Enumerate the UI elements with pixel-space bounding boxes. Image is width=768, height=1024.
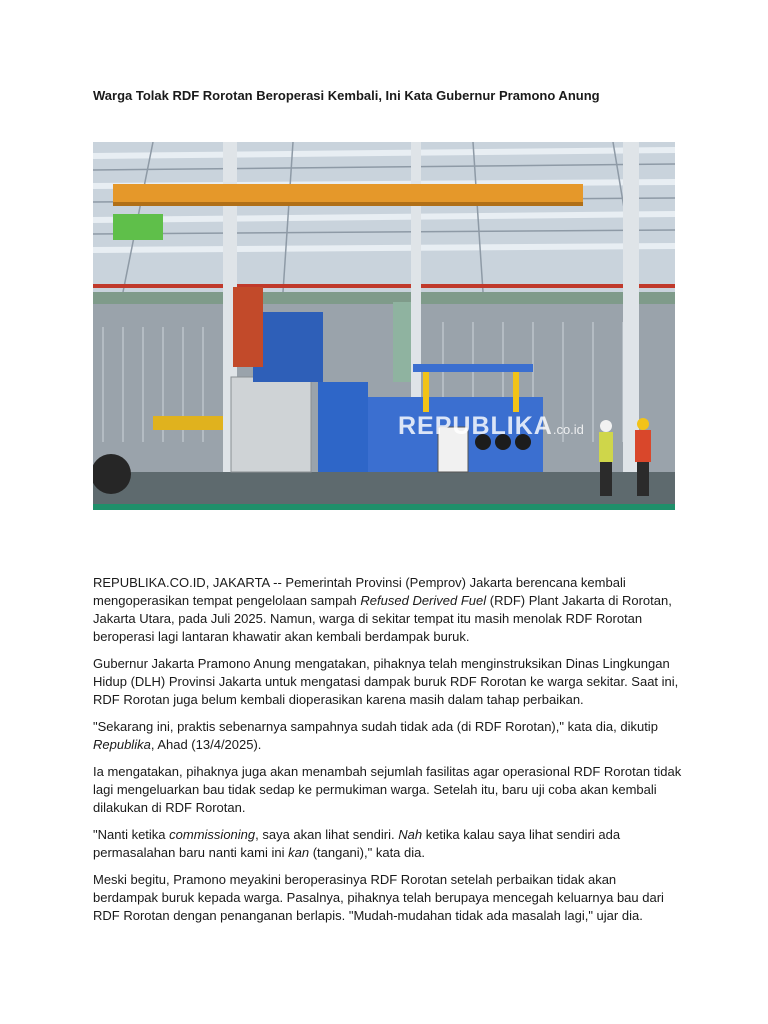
italic-text: kan xyxy=(288,845,310,860)
paragraph-text: Gubernur Jakarta Pramono Anung mengatakan, pihaknya telah menginstruksikan Dinas Lingkungan Hidup (DLH) Provinsi Jakarta untuk mengatasi dampak buruk RDF Rorotan ke warga sekitar. Saat ini, RDF Rorotan juga belum kembali dioperasikan karena masih dalam tahap perbaikan. xyxy=(93,656,679,707)
italic-text: Refused Derived Fuel xyxy=(360,593,487,608)
article-paragraph xyxy=(93,718,683,754)
article-paragraph xyxy=(93,655,683,709)
article-paragraph xyxy=(93,871,683,925)
factory-photo-illustration xyxy=(93,142,675,510)
article-paragraph xyxy=(93,574,683,646)
article-body xyxy=(93,574,683,934)
paragraph-text: REPUBLIKA.CO.ID, JAKARTA -- Pemerintah Provinsi (Pemprov) Jakarta berencana kembali mengoperasikan tempat pengelolaan sampah xyxy=(93,575,626,608)
watermark-brand: REPUBLIKA xyxy=(398,412,553,440)
photo-watermark xyxy=(398,412,584,441)
paragraph-text: (tangani)," kata dia. xyxy=(309,845,425,860)
paragraph-text: Ia mengatakan, pihaknya juga akan menambah sejumlah fasilitas agar operasional RDF Rorotan tidak lagi mengeluarkan bau tidak sedap ke permukiman warga. Setelah itu, baru uji coba akan kembali dilakukan di RDF Rorotan. xyxy=(93,764,682,815)
paragraph-text: (RDF) Plant Jakarta di Rorotan, Jakarta Utara, pada Juli 2025. Namun, warga di sekitar tempat itu masih menolak RDF Rorotan beroperasi lagi lantaran khawatir akan kembali berdampak buruk. xyxy=(93,593,672,644)
article-headline: Warga Tolak RDF Rorotan Beroperasi Kembali, Ini Kata Gubernur Pramono Anung xyxy=(93,88,600,103)
paragraph-text: "Nanti ketika xyxy=(93,827,170,842)
article-paragraph xyxy=(93,826,683,862)
article-photo xyxy=(93,142,675,510)
italic-text: Nah xyxy=(398,827,423,842)
italic-text: Republika xyxy=(93,737,151,752)
watermark-suffix: .co.id xyxy=(552,422,584,437)
paragraph-text: ketika kalau saya lihat sendiri ada permasalahan baru nanti kami ini xyxy=(93,827,621,860)
article-paragraph xyxy=(93,763,683,817)
paragraph-text: , saya akan lihat sendiri. xyxy=(255,827,399,842)
paragraph-text: , Ahad (13/4/2025). xyxy=(150,737,262,752)
paragraph-text: "Sekarang ini, praktis sebenarnya sampahnya sudah tidak ada (di RDF Rorotan)," kata dia, dikutip xyxy=(93,719,658,734)
italic-text: commissioning xyxy=(169,827,256,842)
paragraph-text: Meski begitu, Pramono meyakini beroperasinya RDF Rorotan setelah perbaikan tidak akan berdampak buruk kepada warga. Pasalnya, pihaknya telah berupaya mencegah keluarnya bau dari RDF Rorotan dengan penanganan berlapis. "Mudah-mudahan tidak ada masalah lagi," ujar dia. xyxy=(93,872,664,923)
